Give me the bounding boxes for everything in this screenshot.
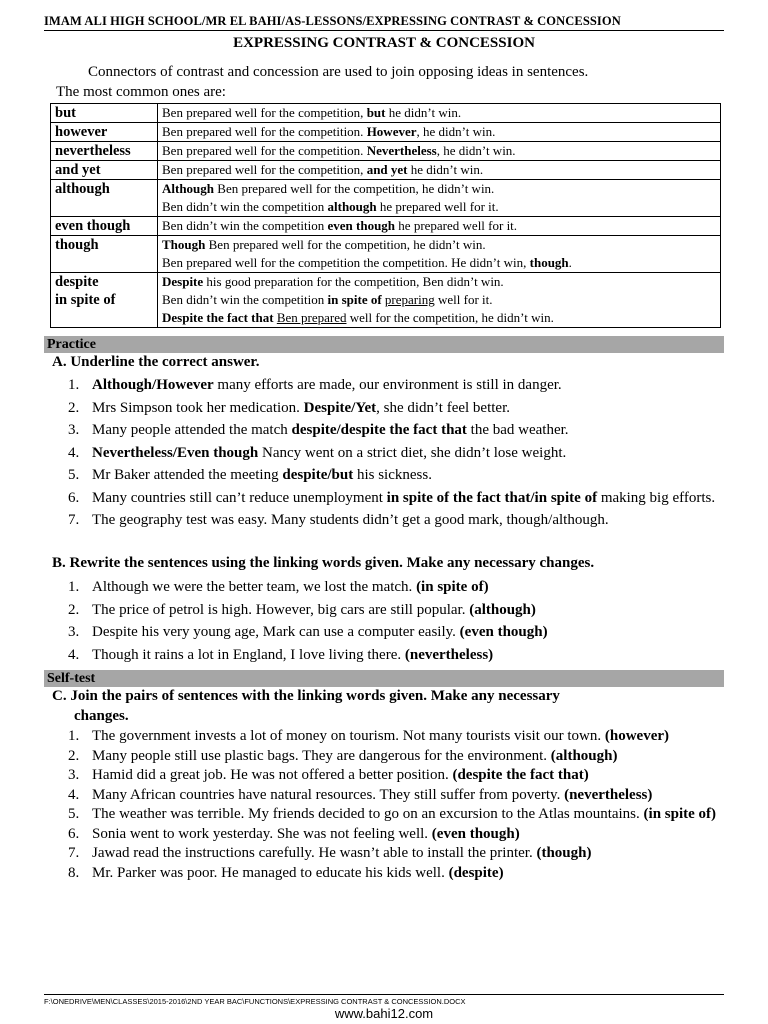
item-number: 8. [68, 864, 80, 881]
item-number: 2. [68, 601, 80, 618]
example-sentence [162, 291, 716, 309]
table-row [51, 273, 721, 328]
connector-keyword: nevertheless [55, 143, 131, 159]
bold-text: (in spite of) [416, 579, 489, 595]
bold-text: although [327, 199, 377, 214]
item-text [92, 644, 718, 667]
section-a-list [68, 374, 718, 532]
example-sentence [162, 123, 716, 141]
exercise-item [68, 621, 718, 644]
text-segment: Ben prepared well for the competition. [162, 143, 367, 158]
text-segment: his good preparation for the competition, Ben didn’t win. [203, 274, 504, 289]
text-segment: well for it. [434, 292, 493, 307]
bold-text: though [529, 255, 569, 270]
item-number: 1. [68, 377, 80, 393]
bold-text: Nevertheless [366, 143, 437, 158]
text-segment: Ben prepared well for the competition, he didn’t win. [214, 181, 495, 196]
item-number: 4. [68, 444, 80, 461]
bold-text: even though [327, 218, 396, 233]
bold-text: (even though) [459, 624, 548, 640]
table-row [51, 123, 721, 142]
connector-cell [51, 180, 158, 217]
section-b-list [68, 576, 718, 666]
bold-text: Although [162, 181, 215, 196]
bold-text: despite/but [282, 467, 354, 483]
bold-text: (nevertheless) [564, 786, 653, 803]
bold-text: Although/However [92, 377, 214, 393]
example-sentence [162, 309, 716, 327]
connector-cell [51, 142, 158, 161]
footer-path: F:\ONEDRIVE\MEN\CLASSES\2015-2016\2ND YEAR BAC\FUNCTIONS\EXPRESSING CONTRAST & CONCESSION.DOCX [44, 994, 724, 1006]
text-segment: Mr. Parker was poor. He managed to educate his kids well. [92, 864, 449, 881]
text-segment: Ben prepared [276, 310, 347, 325]
bold-text: and yet [366, 162, 408, 177]
exercise-item [68, 397, 718, 420]
item-number: 2. [68, 399, 80, 416]
item-text [92, 766, 718, 786]
document-header: IMAM ALI HIGH SCHOOL/MR EL BAHI/AS-LESSONS/EXPRESSING CONTRAST & CONCESSION [44, 14, 724, 31]
exercise-item [68, 374, 718, 397]
item-text [92, 397, 718, 420]
exercise-item [68, 464, 718, 487]
text-segment: well for the competition, he didn’t win. [346, 310, 554, 325]
example-cell [158, 217, 721, 236]
example-cell [158, 273, 721, 328]
bold-text: (despite the fact that) [452, 767, 589, 783]
text-segment: Many people still use plastic bags. They are dangerous for the environment. [92, 747, 551, 764]
item-number: 3. [68, 624, 80, 640]
text-segment: Sonia went to work yesterday. She was not feeling well. [92, 825, 432, 842]
text-segment: Ben prepared well for the competition the competition. He didn’t win, [162, 255, 530, 270]
connector-keyword: even though [55, 218, 131, 234]
exercise-item [68, 844, 718, 864]
item-number: 2. [68, 747, 80, 764]
intro-text: Connectors of contrast and concession are used to join opposing ideas in sentences. [88, 64, 589, 80]
bold-text: (although) [469, 601, 536, 618]
page-title: EXPRESSING CONTRAST & CONCESSION [233, 35, 535, 51]
exercise-item [68, 727, 718, 747]
example-cell [158, 236, 721, 273]
text-segment: he prepared well for it. [395, 218, 518, 233]
connector-keyword: although [55, 181, 110, 197]
item-number: 3. [68, 767, 80, 783]
connector-cell [51, 104, 158, 123]
exercise-item [68, 864, 718, 884]
item-text [92, 805, 718, 825]
text-segment: he didn’t win. [385, 105, 462, 120]
table-row [51, 180, 721, 217]
item-number: 7. [68, 512, 80, 528]
exercise-item [68, 576, 718, 599]
table-row [51, 161, 721, 180]
example-sentence [162, 254, 716, 272]
connector-keyword: despite [55, 274, 99, 290]
bold-text: Despite/Yet [303, 399, 377, 416]
text-segment: Ben didn’t win the competition [162, 292, 328, 307]
exercise-item [68, 825, 718, 845]
text-segment: the bad weather. [466, 422, 569, 438]
bold-text: (nevertheless) [404, 646, 494, 663]
text-segment: he didn’t win. [407, 162, 484, 177]
website-link[interactable]: www.bahi12.com [334, 1006, 434, 1021]
item-number: 4. [68, 646, 80, 663]
item-number: 7. [68, 845, 80, 861]
example-sentence [162, 273, 716, 291]
bold-text: (in spite of) [643, 806, 717, 822]
item-text [92, 599, 718, 622]
text-segment: Ben prepared well for the competition. [162, 124, 367, 139]
connector-cell [51, 217, 158, 236]
practice-bar: Practice [44, 336, 724, 353]
text-segment: Many African countries have natural resources. They still suffer from poverty. [92, 786, 565, 803]
connector-keyword: though [55, 237, 99, 253]
connector-cell [51, 273, 158, 328]
text-segment: The price of petrol is high. However, big cars are still popular. [92, 601, 470, 618]
bold-text: However [366, 124, 417, 139]
exercise-item [68, 644, 718, 667]
exercise-item [68, 599, 718, 622]
item-number: 6. [68, 825, 80, 842]
section-b-heading: B. Rewrite the sentences using the linking words given. Make any necessary changes. [52, 555, 595, 571]
text-segment: The geography test was easy. Many students didn’t get a good mark, though/although. [92, 512, 609, 528]
text-segment: Hamid did a great job. He was not offered a better position. [92, 767, 453, 783]
table-row [51, 217, 721, 236]
text-segment: Despite his very young age, Mark can use a computer easily. [92, 624, 460, 640]
table-row [51, 104, 721, 123]
text-segment: Ben didn’t win the competition [162, 199, 328, 214]
section-c-heading: C. Join the pairs of sentences with the linking words given. Make any necessary [52, 688, 560, 704]
table-row [51, 236, 721, 273]
text-segment: Although we were the better team, we lost the match. [92, 579, 417, 595]
example-sentence [162, 142, 716, 160]
bold-text: (although) [550, 747, 618, 764]
item-number: 1. [68, 728, 80, 744]
exercise-item [68, 805, 718, 825]
item-text [92, 576, 718, 599]
text-segment: The weather was terrible. My friends decided to go on an excursion to the Atlas mountains. [92, 806, 644, 822]
bold-text: (though) [536, 845, 592, 861]
connector-keyword: in spite of [55, 292, 116, 308]
text-segment: . [568, 255, 572, 270]
text-segment: Ben didn’t win the competition [162, 218, 328, 233]
item-number: 6. [68, 489, 80, 506]
selftest-bar: Self-test [44, 670, 724, 687]
item-text [92, 509, 718, 532]
example-sentence [162, 236, 716, 254]
bold-text: Though [162, 237, 206, 252]
section-c-heading-cont: changes. [74, 708, 129, 724]
intro-subtext: The most common ones are: [56, 84, 226, 100]
table-row [51, 142, 721, 161]
section-a-heading: A. Underline the correct answer. [52, 354, 260, 370]
item-text [92, 464, 718, 487]
item-text [92, 442, 718, 465]
example-sentence [162, 217, 716, 235]
connector-keyword: but [55, 105, 76, 121]
item-number: 5. [68, 806, 80, 822]
bold-text: in spite of the fact that/in spite of [386, 489, 598, 506]
text-segment: Though it rains a lot in England, I love living there. [92, 646, 405, 663]
exercise-item [68, 442, 718, 465]
connector-keyword: and yet [55, 162, 101, 178]
text-segment: he prepared well for it. [376, 199, 499, 214]
text-segment: Ben prepared well for the competition, [162, 162, 367, 177]
bold-text: despite/despite the fact that [291, 422, 467, 438]
connector-cell [51, 161, 158, 180]
item-text [92, 864, 718, 884]
exercise-item [68, 487, 718, 510]
text-segment: Mr Baker attended the meeting [92, 467, 283, 483]
text-segment: preparing [384, 292, 435, 307]
bold-text: (even though) [431, 825, 520, 842]
connector-keyword: however [55, 124, 108, 140]
bold-text: (however) [604, 728, 670, 744]
example-cell [158, 142, 721, 161]
item-number: 4. [68, 786, 80, 803]
item-number: 1. [68, 579, 80, 595]
item-text [92, 844, 718, 864]
text-segment: , she didn’t feel better. [376, 399, 510, 416]
text-segment: The government invests a lot of money on tourism. Not many tourists visit our town. [92, 728, 605, 744]
text-segment: Jawad read the instructions carefully. He wasn’t able to install the printer. [92, 845, 537, 861]
item-text [92, 487, 718, 510]
example-sentence [162, 180, 716, 198]
bold-text: Nevertheless/Even though [92, 444, 259, 461]
item-text [92, 374, 718, 397]
text-segment: , he didn’t win. [416, 124, 496, 139]
connector-cell [51, 123, 158, 142]
example-cell [158, 123, 721, 142]
item-text [92, 825, 718, 845]
item-text [92, 621, 718, 644]
exercise-item [68, 419, 718, 442]
bold-text: but [366, 105, 386, 120]
bold-text: in spite of [327, 292, 382, 307]
item-text [92, 727, 718, 747]
connector-cell [51, 236, 158, 273]
text-segment: Ben prepared well for the competition, [162, 105, 367, 120]
text-segment: Many countries still can’t reduce unemployment [92, 489, 387, 506]
connectors-table [50, 103, 721, 328]
bold-text: Despite the fact that [162, 310, 274, 325]
item-text [92, 786, 718, 806]
exercise-item [68, 509, 718, 532]
text-segment: making big efforts. [597, 489, 716, 506]
text-segment: Ben prepared well for the competition, he didn’t win. [205, 237, 486, 252]
example-cell [158, 104, 721, 123]
example-sentence [162, 104, 716, 122]
item-number: 5. [68, 467, 80, 483]
item-text [92, 419, 718, 442]
bold-text: Despite [162, 274, 204, 289]
text-segment: Many people attended the match [92, 422, 292, 438]
section-c-list [68, 727, 718, 883]
example-sentence [162, 198, 716, 216]
exercise-item [68, 786, 718, 806]
exercise-item [68, 747, 718, 767]
item-text [92, 747, 718, 767]
exercise-item [68, 766, 718, 786]
text-segment: many efforts are made, our environment is still in danger. [213, 377, 562, 393]
bold-text: (despite) [448, 864, 504, 881]
item-number: 3. [68, 422, 80, 438]
example-cell [158, 161, 721, 180]
text-segment: his sickness. [353, 467, 432, 483]
example-sentence [162, 161, 716, 179]
text-segment: Nancy went on a strict diet, she didn’t lose weight. [258, 444, 567, 461]
example-cell [158, 180, 721, 217]
text-segment: Mrs Simpson took her medication. [92, 399, 304, 416]
text-segment: , he didn’t win. [436, 143, 516, 158]
